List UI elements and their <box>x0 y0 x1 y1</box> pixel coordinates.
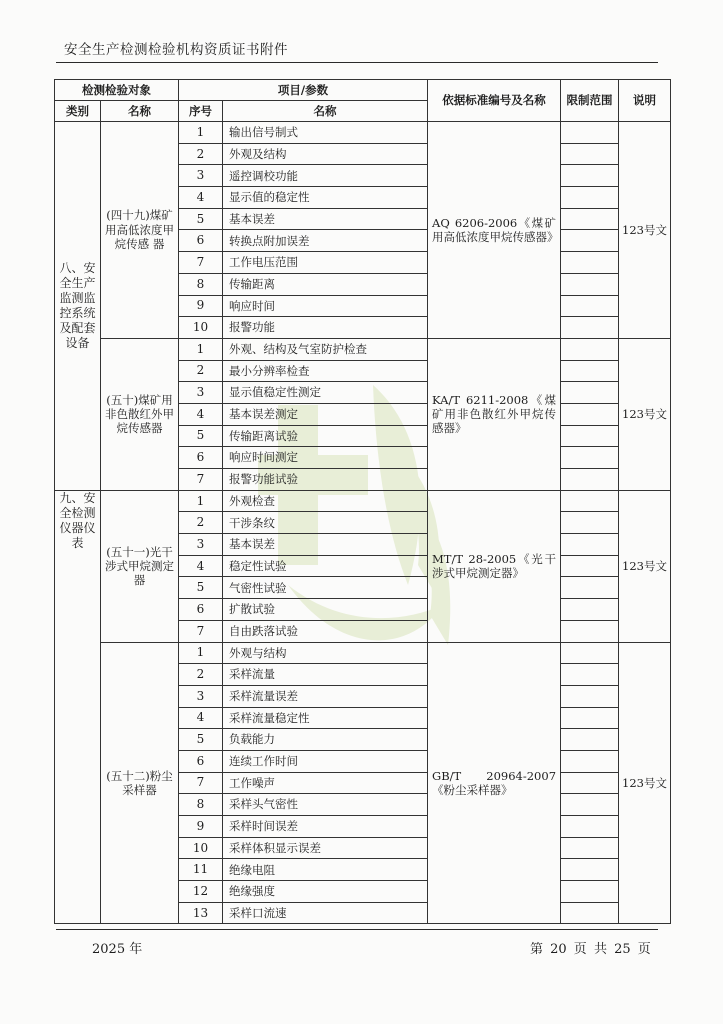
item-name: 自由跌落试验 <box>223 620 428 642</box>
item-number: 4 <box>179 555 223 577</box>
footer-rule <box>56 929 658 930</box>
item-number: 8 <box>179 794 223 816</box>
limit-cell <box>561 447 619 469</box>
item-number: 1 <box>179 338 223 360</box>
limit-cell <box>561 403 619 425</box>
category-cell: 八、安全生产监测监控系统及配套设备 <box>55 122 101 491</box>
limit-cell <box>561 577 619 599</box>
header-object-group: 检测检验对象 <box>55 80 179 101</box>
header-rule <box>56 62 658 63</box>
item-number: 7 <box>179 772 223 794</box>
item-number: 10 <box>179 837 223 859</box>
standard-cell: KA/T 6211-2008《煤矿用非色散红外甲烷传感器》 <box>428 338 561 490</box>
item-name: 负载能力 <box>223 729 428 751</box>
limit-cell <box>561 642 619 664</box>
item-name: 遥控调校功能 <box>223 165 428 187</box>
limit-cell <box>561 750 619 772</box>
item-number: 6 <box>179 447 223 469</box>
item-name: 工作噪声 <box>223 772 428 794</box>
limit-cell <box>561 534 619 556</box>
header-name: 名称 <box>101 101 179 122</box>
item-name: 外观检查 <box>223 490 428 512</box>
limit-cell <box>561 490 619 512</box>
item-name: 气密性试验 <box>223 577 428 599</box>
note-cell: 123号文 <box>619 338 671 490</box>
item-name: 连续工作时间 <box>223 750 428 772</box>
item-name: 报警功能 <box>223 317 428 339</box>
item-number: 4 <box>179 187 223 209</box>
item-name: 输出信号制式 <box>223 122 428 144</box>
item-name: 传输距离试验 <box>223 425 428 447</box>
item-name: 响应时间测定 <box>223 447 428 469</box>
item-name: 扩散试验 <box>223 599 428 621</box>
item-name: 工作电压范围 <box>223 252 428 274</box>
limit-cell <box>561 122 619 144</box>
limit-cell <box>561 360 619 382</box>
limit-cell <box>561 208 619 230</box>
limit-cell <box>561 512 619 534</box>
item-number: 1 <box>179 490 223 512</box>
table-row <box>55 122 671 144</box>
item-name: 稳定性试验 <box>223 555 428 577</box>
limit-cell <box>561 143 619 165</box>
standard-cell: MT/T 28-2005《光干涉式甲烷测定器》 <box>428 490 561 642</box>
header-standard: 依据标准编号及名称 <box>428 80 561 122</box>
item-number: 6 <box>179 750 223 772</box>
note-cell: 123号文 <box>619 642 671 924</box>
object-name-cell: (五十二)粉尘采样器 <box>101 642 179 924</box>
item-number: 5 <box>179 729 223 751</box>
category-cell: 九、安全检测仪器仪表 <box>55 490 101 924</box>
footer-year: 2025 年 <box>92 942 143 957</box>
limit-cell <box>561 772 619 794</box>
item-name: 显示值的稳定性 <box>223 187 428 209</box>
note-cell: 123号文 <box>619 122 671 339</box>
item-number: 5 <box>179 577 223 599</box>
item-name: 最小分辨率检查 <box>223 360 428 382</box>
item-number: 6 <box>179 599 223 621</box>
limit-cell <box>561 295 619 317</box>
item-name: 传输距离 <box>223 273 428 295</box>
object-name-cell: (五十一)光干涉式甲烷测定器 <box>101 490 179 642</box>
item-name: 绝缘电阻 <box>223 859 428 881</box>
limit-cell <box>561 230 619 252</box>
table-row <box>55 642 671 664</box>
table-row <box>55 338 671 360</box>
item-number: 1 <box>179 642 223 664</box>
header-item-group: 项目/参数 <box>179 80 428 101</box>
item-number: 2 <box>179 360 223 382</box>
table-row <box>55 490 671 512</box>
note-cell: 123号文 <box>619 490 671 642</box>
standard-cell: AQ 6206-2006《煤矿用高低浓度甲烷传感器》 <box>428 122 561 339</box>
limit-cell <box>561 252 619 274</box>
item-number: 11 <box>179 859 223 881</box>
item-name: 采样口流速 <box>223 902 428 924</box>
item-number: 9 <box>179 816 223 838</box>
limit-cell <box>561 816 619 838</box>
limit-cell <box>561 187 619 209</box>
limit-cell <box>561 729 619 751</box>
limit-cell <box>561 317 619 339</box>
item-number: 8 <box>179 273 223 295</box>
item-number: 3 <box>179 685 223 707</box>
limit-cell <box>561 599 619 621</box>
item-name: 转换点附加误差 <box>223 230 428 252</box>
page-header-title: 安全生产检测检验机构资质证书附件 <box>64 42 288 58</box>
item-number: 2 <box>179 143 223 165</box>
footer-page-number: 第 20 页 共 25 页 <box>530 942 651 957</box>
limit-cell <box>561 685 619 707</box>
limit-cell <box>561 707 619 729</box>
item-name: 响应时间 <box>223 295 428 317</box>
item-number: 3 <box>179 382 223 404</box>
header-item-name: 名称 <box>223 101 428 122</box>
item-number: 3 <box>179 534 223 556</box>
item-name: 采样头气密性 <box>223 794 428 816</box>
item-name: 外观与结构 <box>223 642 428 664</box>
item-name: 采样时间误差 <box>223 816 428 838</box>
item-name: 采样流量稳定性 <box>223 707 428 729</box>
limit-cell <box>561 664 619 686</box>
header-limit: 限制范围 <box>561 80 619 122</box>
limit-cell <box>561 425 619 447</box>
header-no: 序号 <box>179 101 223 122</box>
item-name: 绝缘强度 <box>223 881 428 903</box>
qualification-table <box>54 79 671 924</box>
standard-cell: GB/T 20964-2007《粉尘采样器》 <box>428 642 561 924</box>
item-number: 2 <box>179 512 223 534</box>
item-number: 6 <box>179 230 223 252</box>
header-note: 说明 <box>619 80 671 122</box>
limit-cell <box>561 555 619 577</box>
item-number: 7 <box>179 252 223 274</box>
limit-cell <box>561 859 619 881</box>
item-name: 干涉条纹 <box>223 512 428 534</box>
limit-cell <box>561 794 619 816</box>
limit-cell <box>561 902 619 924</box>
item-number: 4 <box>179 403 223 425</box>
limit-cell <box>561 837 619 859</box>
object-name-cell: (五十)煤矿用非色散红外甲烷传感器 <box>101 338 179 490</box>
item-name: 报警功能试验 <box>223 469 428 491</box>
limit-cell <box>561 881 619 903</box>
item-number: 5 <box>179 208 223 230</box>
limit-cell <box>561 165 619 187</box>
item-name: 外观、结构及气室防护检查 <box>223 338 428 360</box>
item-name: 基本误差测定 <box>223 403 428 425</box>
item-name: 外观及结构 <box>223 143 428 165</box>
limit-cell <box>561 382 619 404</box>
limit-cell <box>561 469 619 491</box>
item-name: 采样体积显示误差 <box>223 837 428 859</box>
item-number: 13 <box>179 902 223 924</box>
item-number: 1 <box>179 122 223 144</box>
item-number: 7 <box>179 469 223 491</box>
item-name: 采样流量 <box>223 664 428 686</box>
item-name: 采样流量误差 <box>223 685 428 707</box>
item-number: 5 <box>179 425 223 447</box>
item-number: 9 <box>179 295 223 317</box>
item-number: 3 <box>179 165 223 187</box>
limit-cell <box>561 273 619 295</box>
item-name: 显示值稳定性测定 <box>223 382 428 404</box>
header-category: 类别 <box>55 101 101 122</box>
item-number: 7 <box>179 620 223 642</box>
object-name-cell: (四十九)煤矿用高低浓度甲烷传感 器 <box>101 122 179 339</box>
limit-cell <box>561 338 619 360</box>
item-number: 4 <box>179 707 223 729</box>
limit-cell <box>561 620 619 642</box>
item-number: 12 <box>179 881 223 903</box>
item-number: 10 <box>179 317 223 339</box>
item-name: 基本误差 <box>223 208 428 230</box>
item-name: 基本误差 <box>223 534 428 556</box>
item-number: 2 <box>179 664 223 686</box>
